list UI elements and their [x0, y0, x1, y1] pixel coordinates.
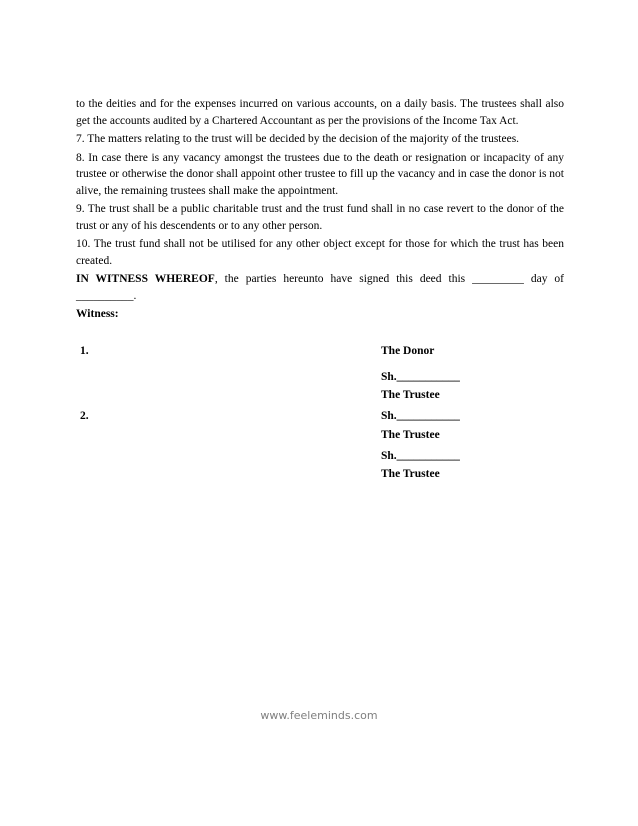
witness-1-number: 1.: [80, 345, 89, 357]
signature-line-2: Sh.___________: [381, 410, 460, 422]
signature-line-1: Sh.___________: [381, 371, 460, 383]
paragraph-10: 10. The trust fund shall not be utilised for any other object except for those for which the trust has been created.: [76, 238, 564, 267]
paragraph-8: 8. In case there is any vacancy amongst the trustees due to the death or resignation or incapacity of any trustee or otherwise the donor shall appoint other trustee to fill up the vacancy and in case the donor is not alive, the remaining trustees shall make the appointment.: [76, 151, 564, 197]
paragraph-9: 9. The trust shall be a public charitable trust and the trust fund shall in no case revert to the donor of the trust or any of his descendents or to any other person.: [76, 203, 564, 232]
donor-label: The Donor: [381, 345, 435, 357]
witness-label: Witness:: [76, 308, 119, 320]
footer-website: www.feeleminds.com: [260, 709, 378, 722]
in-witness-whereof-text: , the parties hereunto have signed this deed this _________ day of __________.: [76, 273, 565, 302]
trustee-label-3: The Trustee: [381, 468, 440, 480]
paragraph-accounts: to the deities and for the expenses incurred on various accounts, on a daily basis. The trustees shall also get the accounts audited by a Chartered Accountant as per the provisions of the Income Tax Act.: [76, 98, 564, 127]
trustee-label-1: The Trustee: [381, 389, 440, 401]
in-witness-whereof: [76, 271, 564, 304]
signature-line-3: Sh.___________: [381, 450, 460, 462]
trustee-label-2: The Trustee: [381, 429, 440, 441]
witness-2-number: 2.: [80, 410, 89, 422]
in-witness-whereof-heading: IN WITNESS WHEREOF: [76, 273, 215, 285]
deed-body: [76, 96, 564, 323]
paragraph-7: 7. The matters relating to the trust will be decided by the decision of the majority of the trustees.: [76, 133, 520, 145]
